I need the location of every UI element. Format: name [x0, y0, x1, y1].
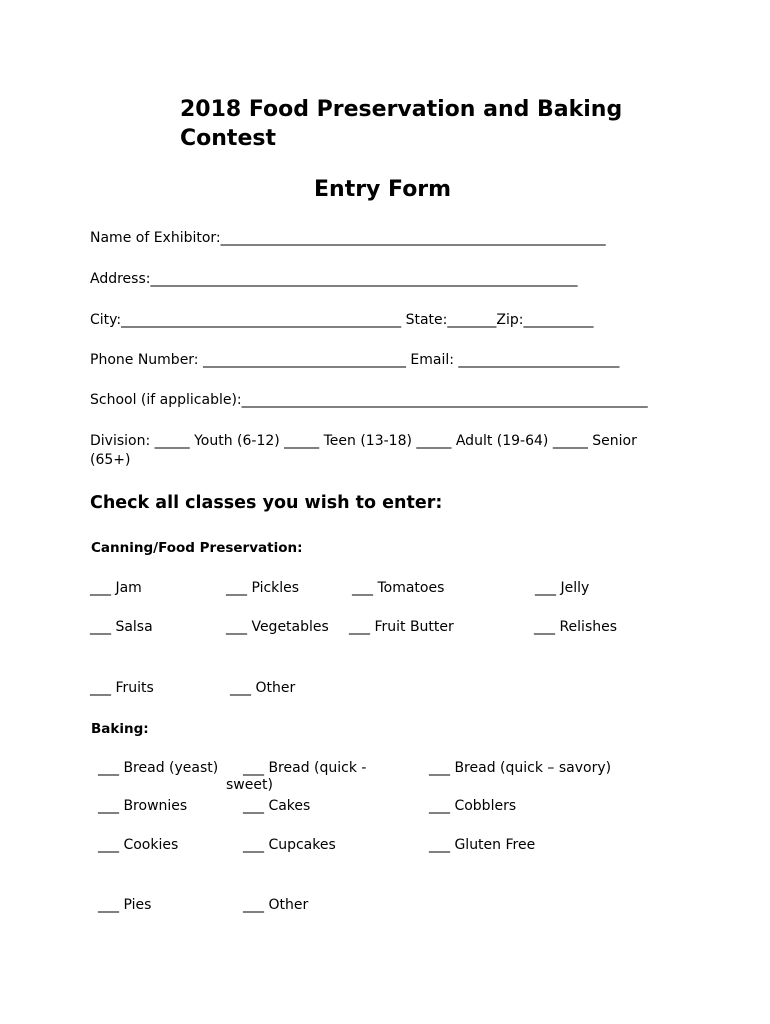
class-option-bread-quick-sweet[interactable]: ___ Bread (quick - sweet) — [226, 760, 367, 793]
class-option-pies[interactable]: ___ Pies — [98, 897, 152, 913]
class-option-tomatoes[interactable]: ___ Tomatoes — [352, 580, 445, 596]
canning-heading: Canning/Food Preservation: — [91, 540, 303, 556]
class-option-fruits[interactable]: ___ Fruits — [90, 680, 154, 696]
class-option-brownies[interactable]: ___ Brownies — [98, 798, 188, 814]
class-option-baking-other[interactable]: ___ Other — [243, 897, 309, 913]
class-option-jelly[interactable]: ___ Jelly — [535, 580, 590, 596]
form-subtitle: Entry Form — [314, 177, 452, 202]
classes-heading: Check all classes you wish to enter: — [90, 493, 443, 513]
class-option-salsa[interactable]: ___ Salsa — [90, 619, 153, 635]
class-option-bread-quick-savory[interactable]: ___ Bread (quick – savory) — [429, 760, 612, 776]
class-option-canning-other[interactable]: ___ Other — [230, 680, 296, 696]
division-field-continued: (65+) — [90, 452, 131, 468]
baking-heading: Baking: — [91, 721, 149, 737]
city-state-zip-field[interactable]: City:________________________________________ State:_______Zip:__________ — [90, 312, 594, 328]
class-option-fruit-butter[interactable]: ___ Fruit Butter — [349, 619, 454, 635]
class-option-vegetables[interactable]: ___ Vegetables — [226, 619, 329, 635]
exhibitor-name-field[interactable]: Name of Exhibitor:_______________________________________________________ — [90, 230, 606, 246]
division-field[interactable]: Division: _____ Youth (6-12) _____ Teen (13-18) _____ Adult (19-64) _____ Senior — [90, 433, 637, 449]
class-option-cupcakes[interactable]: ___ Cupcakes — [243, 837, 336, 853]
class-option-cakes[interactable]: ___ Cakes — [243, 798, 311, 814]
class-option-cobblers[interactable]: ___ Cobblers — [429, 798, 517, 814]
school-field[interactable]: School (if applicable):__________________________________________________________ — [90, 392, 648, 408]
class-option-bread-yeast[interactable]: ___ Bread (yeast) — [98, 760, 219, 776]
phone-email-field[interactable]: Phone Number: _____________________________ Email: _______________________ — [90, 352, 620, 368]
class-option-cookies[interactable]: ___ Cookies — [98, 837, 179, 853]
class-option-jam[interactable]: ___ Jam — [90, 580, 142, 596]
form-title: 2018 Food Preservation and Baking Contest — [180, 97, 623, 151]
class-option-pickles[interactable]: ___ Pickles — [226, 580, 300, 596]
class-option-relishes[interactable]: ___ Relishes — [534, 619, 618, 635]
address-field[interactable]: Address:_____________________________________________________________ — [90, 271, 578, 287]
class-option-gluten-free[interactable]: ___ Gluten Free — [429, 837, 536, 853]
